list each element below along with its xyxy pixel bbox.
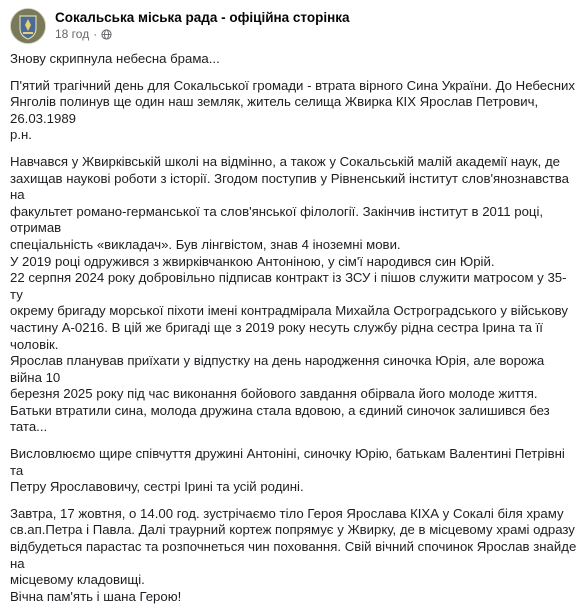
text-line: березня 2025 року під час виконання бойового завдання обірвала його молоде життя.: [10, 386, 538, 402]
text-line: спеціальність «викладач». Був лінгвістом, знав 4 іноземні мови.: [10, 236, 401, 252]
text-line: захищав наукові роботи з історії. Згодом поступив у Рівненський інститут слов'янознавства на: [10, 170, 569, 203]
text-line: У 2019 році одружився з жвирківчанкою Антоніною, у сім'ї народився син Юрій.: [10, 253, 495, 269]
post-header: [10, 6, 350, 46]
text-line: 22 серпня 2024 року добровільно підписав контракт із ЗСУ і пішов служити матросом у 35-ту: [10, 270, 567, 302]
text-line: Знову скрипнула небесна брама...: [10, 51, 220, 66]
text-line: П'ятий трагічний день для Сокальської громади - втрата вірного Сина України. До Небесних: [10, 77, 575, 93]
text-line: окрему бригаду морської піхоти імені контрадмірала Михайла Остроградського у військову: [10, 303, 568, 319]
text-line: Навчався у Жвирківській школі на відмінно, а також у Сокальській малій академії наук, де: [10, 153, 560, 169]
text-line: Янголів полинув ще один наш земляк, житель селища Жвирка КІХ Ярослав Петрович, 26.03.1989: [10, 94, 539, 126]
post-paragraph: [10, 51, 578, 68]
post-paragraph: [10, 154, 578, 436]
text-line: Батьки втратили сина, молода дружина стала вдовою, а єдиний синочок залишився без тата...: [10, 402, 550, 435]
text-line: Висловлюємо щире співчуття дружині Антоніні, синочку Юрію, батькам Валентині Петрівні та: [10, 446, 565, 478]
post-text: [10, 51, 578, 615]
text-line: Ярослав планував приїхати у відпустку на день народження синочка Юрія, але ворожа війна 10: [10, 353, 545, 385]
separator-dot: ·: [93, 27, 98, 41]
post-paragraph: [10, 446, 578, 496]
text-line: частину А-0216. В цій же бригаді ще з 2019 року несуть службу рідна сестра Ірина та її чоловік.: [10, 319, 543, 352]
text-line: Петру Ярославовичу, сестрі Ірині та усій родині.: [10, 479, 304, 495]
text-line: св.ап.Петра і Павла. Далі траурний кортеж попрямує у Жвирку, де в місцевому храмі одразу: [10, 522, 575, 538]
post-paragraph: [10, 506, 578, 606]
post-paragraph: [10, 78, 578, 144]
text-line: місцевому кладовищі.: [10, 572, 145, 588]
text-line: Вічна пам'ять і шана Герою!: [10, 588, 182, 604]
text-line: відбудеться парастас та розпочнеться чин поховання. Свій вічний спочинок Ярослав знайде на: [10, 539, 577, 571]
text-line: факультет романо-германської та слов'янської філології. Закінчив інститут в 2011 році, отримав: [10, 203, 544, 236]
text-line: р.н.: [10, 127, 32, 143]
post-time-link[interactable]: 18 год: [55, 27, 90, 41]
page-name-link[interactable]: Сокальська міська рада - офіційна сторінка: [55, 10, 350, 25]
coat-of-arms-icon: [11, 9, 45, 43]
globe-icon: [101, 29, 112, 40]
avatar[interactable]: [10, 8, 46, 44]
text-line: Завтра, 17 жовтня, о 14.00 год. зустрічаємо тіло Героя Ярослава КІХА у Сокалі біля храму: [10, 505, 564, 521]
